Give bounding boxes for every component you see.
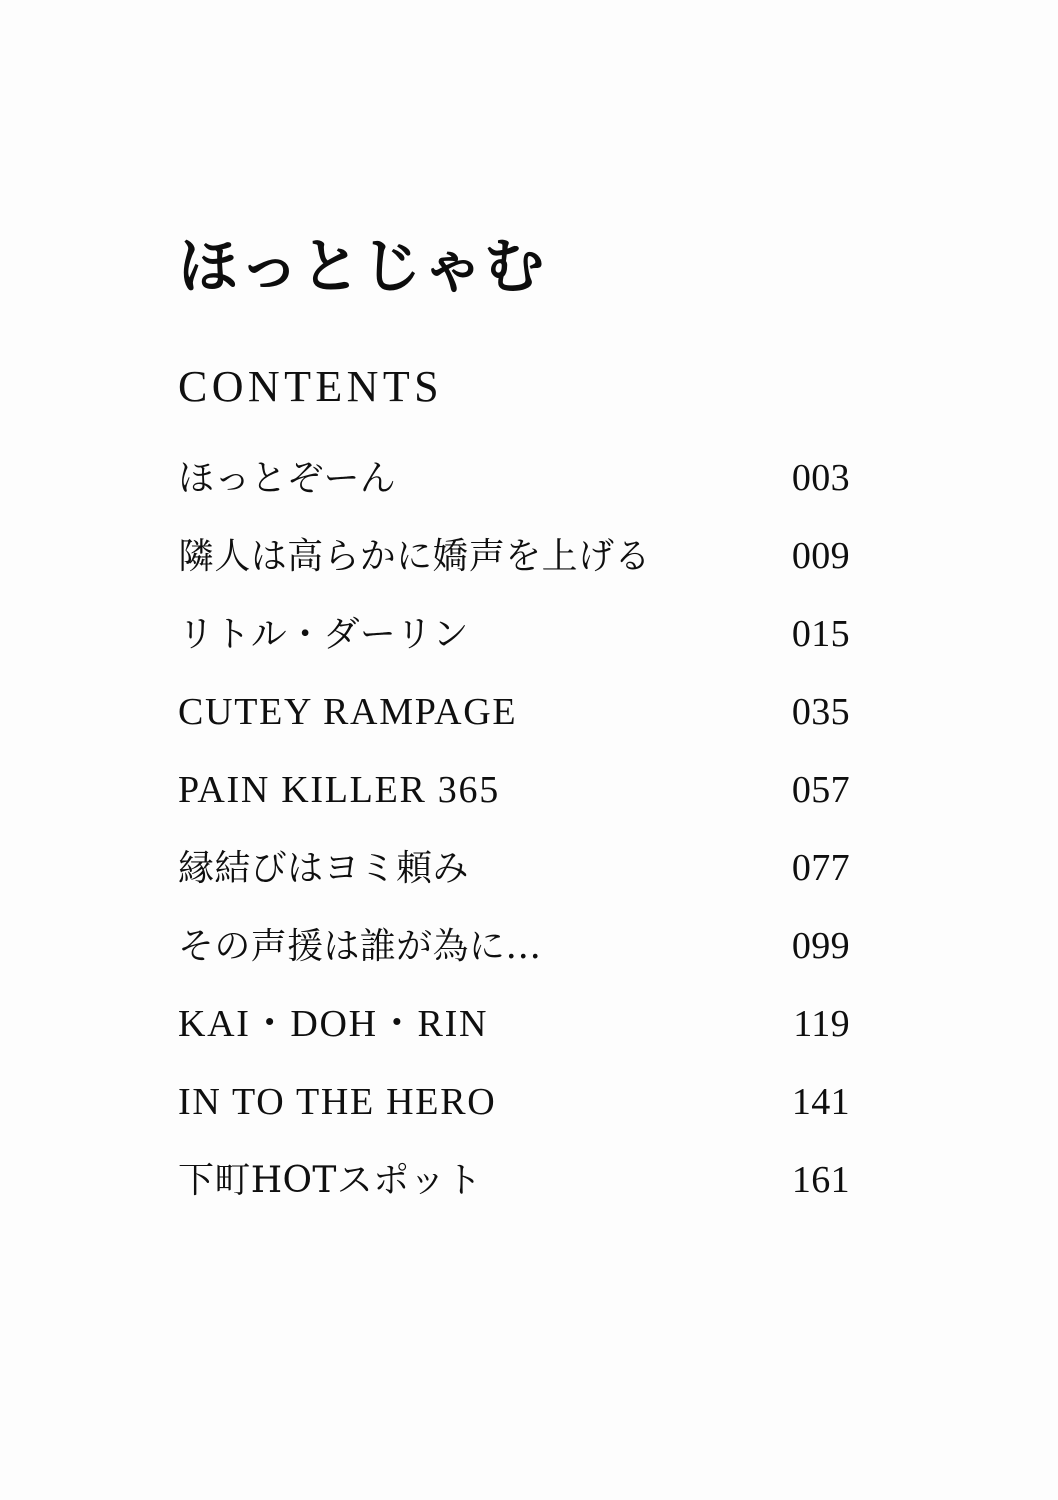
toc-entry-page-number: 009 <box>791 535 850 577</box>
toc-entry-page-number: 015 <box>791 613 850 655</box>
toc-entry-title: PAIN KILLER 365 <box>178 769 500 811</box>
toc-entry[interactable] <box>178 688 850 736</box>
page-title: ほっとじゃむ <box>178 232 546 302</box>
toc-entry[interactable] <box>178 1156 850 1204</box>
toc-entry-title: リトル・ダーリン <box>178 614 469 655</box>
toc-entry-page-number: 077 <box>791 847 850 889</box>
toc-entry-page-number: 099 <box>791 925 850 967</box>
toc-entry-page-number: 119 <box>793 1003 850 1045</box>
toc-entry[interactable] <box>178 454 850 502</box>
table-of-contents-list <box>178 454 850 1204</box>
toc-entry-page-number: 141 <box>791 1081 850 1123</box>
toc-entry[interactable] <box>178 532 850 580</box>
toc-entry[interactable] <box>178 766 850 814</box>
toc-entry-page-number: 035 <box>791 691 850 733</box>
toc-entry-title: KAI・DOH・RIN <box>178 1003 489 1045</box>
toc-entry-title: ほっとぞーん <box>178 458 397 499</box>
toc-entry[interactable] <box>178 1078 850 1126</box>
toc-entry-page-number: 161 <box>791 1159 850 1201</box>
toc-entry[interactable] <box>178 1000 850 1048</box>
toc-content-area <box>178 232 858 1234</box>
toc-entry-page-number: 057 <box>791 769 850 811</box>
toc-entry-title: 下町HOTスポット <box>178 1160 483 1201</box>
toc-entry[interactable] <box>178 610 850 658</box>
toc-entry[interactable] <box>178 844 850 892</box>
contents-heading: CONTENTS <box>178 362 443 411</box>
toc-entry-title: 隣人は高らかに嬌声を上げる <box>178 536 651 577</box>
toc-entry-title: その声援は誰が為に… <box>178 926 542 967</box>
toc-entry[interactable] <box>178 922 850 970</box>
toc-entry-title: CUTEY RAMPAGE <box>178 691 518 733</box>
toc-entry-page-number: 003 <box>791 457 850 499</box>
toc-entry-title: IN TO THE HERO <box>178 1081 497 1123</box>
toc-entry-title: 縁結びはヨミ頼み <box>178 848 469 889</box>
